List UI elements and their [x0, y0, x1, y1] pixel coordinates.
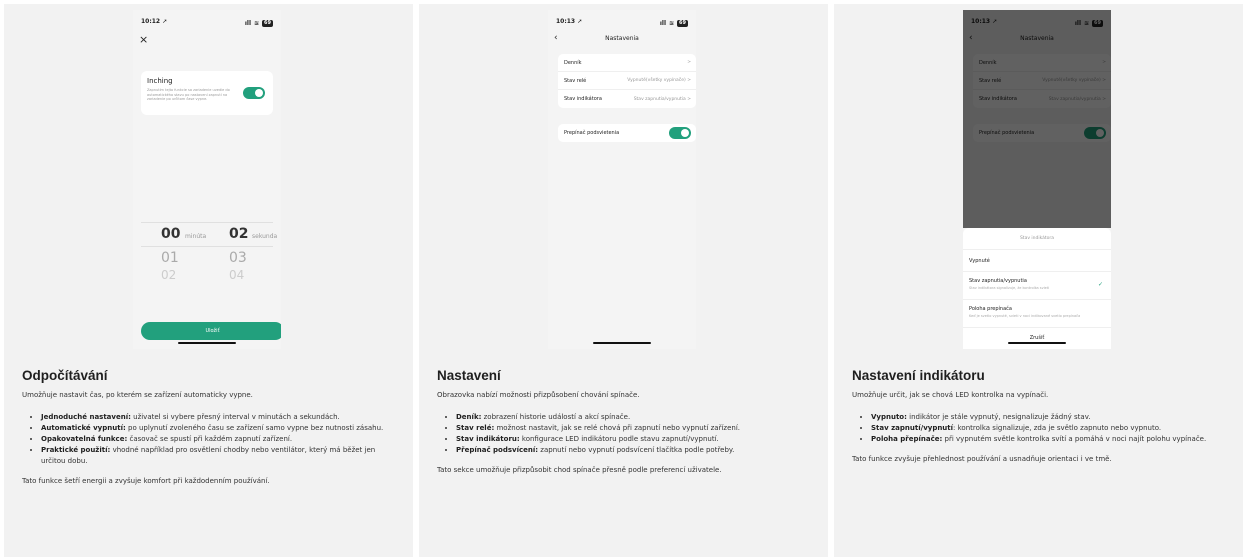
panel-indicator-settings — [834, 4, 1243, 557]
phone-screenshot-settings — [548, 10, 696, 349]
option-label: Stav zapnutia/vypnutia — [969, 278, 1027, 284]
inching-toggle[interactable] — [243, 87, 265, 99]
option-description: Keď je svetlo vypnuté, svieti v noci indikované svetlo prepínača — [969, 314, 1081, 318]
picker-divider — [141, 246, 273, 247]
panel-outro: Tato funkce šetří energii a zvyšuje komfort při každodenním používání. — [22, 477, 270, 485]
modal-backdrop[interactable] — [963, 10, 1111, 228]
status-bar — [556, 18, 688, 28]
picker-divider — [141, 222, 273, 223]
second-value: 04 — [229, 268, 245, 282]
row-label: Prepínač podsvietenia — [564, 130, 620, 136]
status-bar — [141, 18, 273, 28]
panel-text — [22, 368, 400, 485]
status-icons — [245, 18, 273, 28]
inching-description: Zapnutím tejto funkcie sa zariadenie uvedie do automatického stavu po nastavení zapnutí na zariadenie po určitom čase vypne. — [147, 88, 230, 101]
settings-row-diary[interactable] — [558, 54, 696, 72]
row-label: Denník — [564, 59, 582, 66]
option-switch-position[interactable] — [963, 300, 1111, 328]
list-item: • Stav indikátoru: konfigurace LED indikátoru podle stavu zapnutí/vypnutí. — [456, 434, 815, 445]
battery-icon: 69 — [679, 19, 686, 26]
backlight-toggle[interactable] — [669, 127, 691, 139]
panel-intro: Umožňuje určit, jak se chová LED kontrolka na vypínači. — [852, 391, 1049, 399]
panel-text — [437, 368, 815, 474]
row-value: Vypnuté(všetky vypínače) > — [627, 78, 691, 83]
wifi-icon: ≋ — [669, 19, 675, 27]
minute-unit: minúta — [185, 233, 207, 240]
battery-icon: 69 — [264, 19, 271, 26]
settings-row-relay-state[interactable] — [558, 72, 696, 90]
home-indicator — [178, 342, 236, 344]
settings-row-backlight — [558, 124, 696, 142]
list-item: • Jednoduché nastavení: uživatel si vybere přesný interval v minutách a sekundách. — [41, 412, 400, 423]
checkmark-icon: ✓ — [1097, 281, 1103, 288]
option-off[interactable] — [963, 250, 1111, 272]
nav-title: Nastavenia — [605, 35, 639, 42]
list-item: • Stav zapnutí/vypnutí: kontrolka signalizuje, zda je světlo zapnuto nebo vypnuto. — [871, 423, 1230, 434]
list-item: • Stav relé: možnost nastavit, jak se relé chová při zapnutí nebo vypnutí zařízení. — [456, 423, 815, 434]
signal-icon: ıll — [244, 19, 251, 27]
minute-value: 01 — [161, 250, 179, 266]
list-item: • Vypnuto: indikátor je stále vypnutý, nesignalizuje žádný stav. — [871, 412, 1230, 423]
back-icon[interactable]: ‹ — [554, 33, 558, 43]
panel-outro: Tato sekce umožňuje přizpůsobit chod spínače přesně podle preferencí uživatele. — [437, 466, 722, 474]
close-icon[interactable]: × — [139, 33, 149, 46]
panel-title: Nastavení indikátoru — [852, 368, 985, 383]
list-item: • Automatické vypnutí: po uplynutí zvoleného času se zařízení samo vypne bez nutnosti zásahu. — [41, 423, 400, 434]
row-value: Stav zapnutia/vypnutia > — [633, 96, 691, 102]
sheet-title: Stav indikátora — [963, 228, 1111, 250]
panel-text — [852, 368, 1230, 463]
inching-title: Inching — [147, 77, 173, 85]
cancel-button[interactable]: Zrušiť — [1029, 335, 1045, 341]
status-icons — [660, 18, 688, 28]
inching-card — [141, 71, 273, 115]
list-item: • Praktické použití: vhodné například pro osvětlení chodby nebo ventilátor, který má běžet jen určitou dobu. — [41, 445, 400, 467]
nav-bar — [548, 32, 696, 46]
phone-screenshot-indicator — [963, 10, 1111, 349]
signal-icon: ıll — [659, 19, 666, 27]
panel-countdown — [4, 4, 413, 557]
settings-group — [558, 124, 696, 142]
minute-value: 00 — [161, 226, 181, 242]
panel-outro: Tato funkce zvyšuje přehlednost používání a usnadňuje orientaci i ve tmě. — [852, 455, 1112, 463]
wifi-icon: ≋ — [254, 19, 260, 27]
panel-title: Odpočítávání — [22, 368, 108, 383]
row-label: Stav relé — [564, 77, 587, 84]
feature-list — [437, 412, 815, 456]
feature-list — [852, 412, 1230, 445]
phone-screenshot-inching — [133, 10, 281, 349]
list-item: • Poloha přepínače: při vypnutém světle kontrolka svítí a pomáhá v noci najít polohu vypínače. — [871, 434, 1230, 445]
indicator-action-sheet — [963, 228, 1111, 349]
panel-intro: Umožňuje nastavit čas, po kterém se zařízení automaticky vypne. — [22, 391, 253, 399]
option-description: Stav indikátora signalizuje, že kontrolka svieti — [969, 286, 1050, 290]
home-indicator — [593, 342, 651, 344]
second-unit: sekunda — [252, 233, 278, 240]
settings-group — [558, 54, 696, 108]
second-value: 02 — [229, 226, 249, 242]
panel-title: Nastavení — [437, 368, 501, 383]
list-item: • Deník: zobrazení historie událostí a akcí spínače. — [456, 412, 815, 423]
minute-value: 02 — [161, 268, 177, 282]
home-indicator — [1008, 342, 1066, 344]
panel-intro: Obrazovka nabízí možnosti přizpůsobení chování spínače. — [437, 391, 640, 399]
row-label: Stav indikátora — [564, 96, 602, 102]
status-time: 10:12 ➚ — [141, 18, 168, 25]
time-picker[interactable] — [141, 222, 281, 287]
option-label: Poloha prepínača — [969, 306, 1012, 312]
option-label: Vypnuté — [969, 257, 990, 264]
list-item: • Přepínač podsvícení: zapnutí nebo vypnutí podsvícení tlačítka podle potřeby. — [456, 445, 815, 456]
panel-settings — [419, 4, 828, 557]
option-on-off-state[interactable] — [963, 272, 1111, 300]
status-time: 10:13 ➚ — [556, 18, 583, 25]
settings-row-indicator-state[interactable] — [558, 90, 696, 108]
row-value: > — [687, 60, 691, 65]
second-value: 03 — [229, 250, 247, 266]
list-item: • Opakovatelná funkce: časovač se spustí při každém zapnutí zařízení. — [41, 434, 400, 445]
save-button[interactable]: Uložiť — [141, 322, 281, 340]
feature-list — [22, 412, 400, 467]
